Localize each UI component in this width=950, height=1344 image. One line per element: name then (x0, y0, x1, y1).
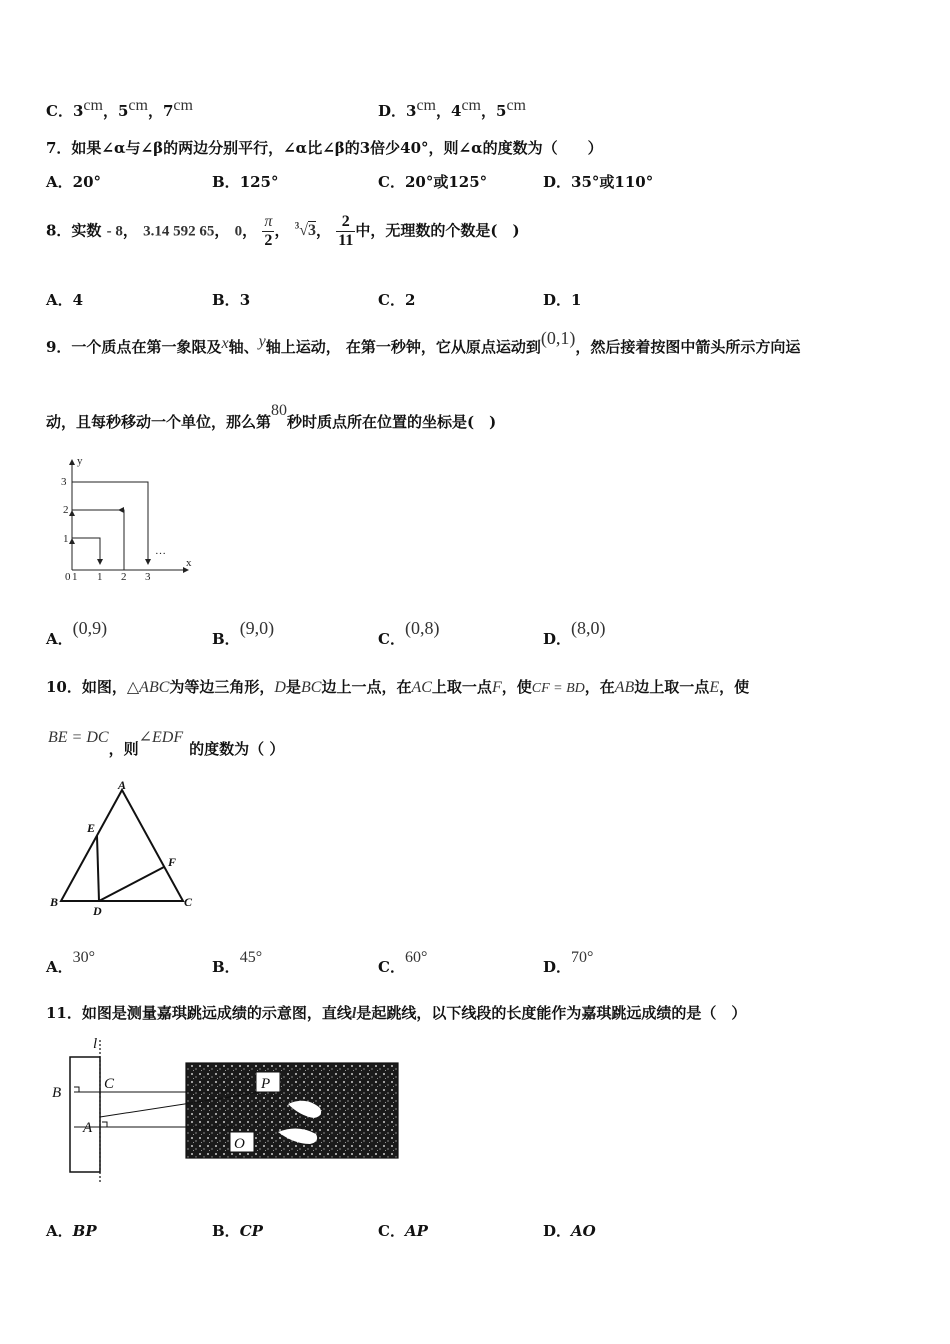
q7-option-c[interactable]: C．20°或125° (378, 173, 488, 191)
point-b-label: B (52, 1085, 62, 1101)
q11-option-a[interactable]: A．BP (46, 1222, 97, 1240)
point-c-label: C (104, 1076, 115, 1092)
vertex-a-label: A (118, 780, 127, 792)
path-segment-3 (72, 482, 148, 564)
q8-stem: 8．实数 - 8， 3.14 592 65， 0， $\frac{\pi}{2}$ ， $^3$√3， $\frac{2}{11}$ 中，无理数的个数是( ) (46, 212, 520, 249)
vertex-b-label: B (50, 895, 59, 909)
point-o-label: O (234, 1136, 245, 1152)
q11-option-d[interactable]: D．AO (543, 1222, 596, 1240)
q11-stem: 11．如图是测量嘉琪跳远成绩的示意图，直线l是起跳线，以下线段的长度能作为嘉琪跳远成绩的是（ ） (46, 1004, 747, 1022)
arrow-up-2 (69, 510, 75, 516)
point-d-label: D (93, 904, 102, 918)
q9-option-d[interactable]: D．(8,0) (543, 618, 606, 648)
line-l-label: l (93, 1036, 98, 1052)
q11-option-b[interactable]: B．CP (212, 1222, 263, 1240)
q6-option-c[interactable]: C．3cm，5cm，7cm (46, 97, 193, 120)
takeoff-board (70, 1057, 100, 1172)
q10-triangle-figure (44, 780, 204, 920)
q10-option-b[interactable]: B．45° (212, 949, 263, 976)
point-p-label: P (261, 1076, 271, 1092)
arrow-up-1 (69, 538, 75, 544)
right-angle-mark-a (102, 1122, 107, 1127)
q9-stem-line1: 9．一个质点在第一象限及x轴、y轴上运动， 在第一秒钟，它从原点运动到(0,1)，然后接着按图中箭头所示方向运 (46, 328, 801, 356)
q10-stem-line1: 10．如图，△ABC为等边三角形，D是BC边上一点，在AC上取一点F，使CF = BD，在AB边上取一点E，使 (46, 678, 750, 696)
point-e-label: E (87, 821, 96, 835)
q6-option-d[interactable]: D．3cm，4cm，5cm (378, 97, 526, 120)
q11-long-jump-figure (46, 1032, 406, 1187)
triangle-abc (61, 790, 183, 901)
q9-option-c[interactable]: C．(0,8) (378, 618, 440, 648)
q11-option-c[interactable]: C．AP (378, 1222, 428, 1240)
q7-option-d[interactable]: D．35°或110° (543, 173, 654, 191)
pi-over-two: $\frac{\pi}{2}$ (264, 212, 273, 249)
q8-option-d[interactable]: D．1 (543, 291, 582, 309)
q9-option-a[interactable]: A．(0,9) (46, 618, 108, 648)
cube-root: $^3$√3 (294, 221, 316, 240)
segment-ed (97, 836, 99, 901)
q10-stem-line2: BE = DC，则∠EDF的度数为（ ） (48, 729, 285, 758)
y-tick-label: 1 (63, 533, 69, 545)
q9-stem-line2: 动，且每秒移动一个单位，那么第80秒时质点所在位置的坐标是( ) (46, 402, 497, 431)
y-tick-label: 3 (61, 476, 67, 488)
q9-option-b[interactable]: B．(9,0) (212, 618, 275, 648)
q10-option-d[interactable]: D．70° (543, 949, 594, 976)
q7-stem: 7．如果∠α与∠β的两边分别平行，∠α比∠β的3倍少40°，则∠α的度数为（ ） (46, 139, 603, 157)
q10-option-c[interactable]: C．60° (378, 949, 428, 976)
arrow-left-2 (118, 507, 124, 513)
path-segment-1 (72, 538, 100, 570)
x-tick-label: 2 (121, 571, 127, 583)
q9-path-figure (56, 452, 196, 587)
segment-df (99, 867, 164, 901)
x-tick-label: 3 (145, 571, 151, 583)
y-axis-label: y (77, 455, 83, 467)
q10-option-a[interactable]: A．30° (46, 949, 96, 976)
q8-option-a[interactable]: A．4 (46, 291, 84, 309)
path-segment-2 (72, 486, 124, 570)
sand-pit (186, 1063, 398, 1158)
q7-option-b[interactable]: B．125° (212, 173, 279, 191)
point-f-label: F (168, 855, 177, 869)
origin-label: 0 (65, 571, 71, 583)
two-over-eleven: $\frac{2}{11}$ (338, 212, 354, 249)
x-tick-label: 1 (97, 571, 103, 583)
q8-option-b[interactable]: B．3 (212, 291, 251, 309)
point-a-label: A (83, 1120, 93, 1136)
q8-option-c[interactable]: C．2 (378, 291, 416, 309)
x-axis-label: x (186, 557, 192, 569)
x-tick-label: 1 (72, 571, 78, 583)
vertex-c-label: C (184, 895, 193, 909)
y-tick-label: 2 (63, 504, 69, 516)
q7-option-a[interactable]: A．20° (46, 173, 102, 191)
continuation-dots: … (155, 545, 166, 557)
